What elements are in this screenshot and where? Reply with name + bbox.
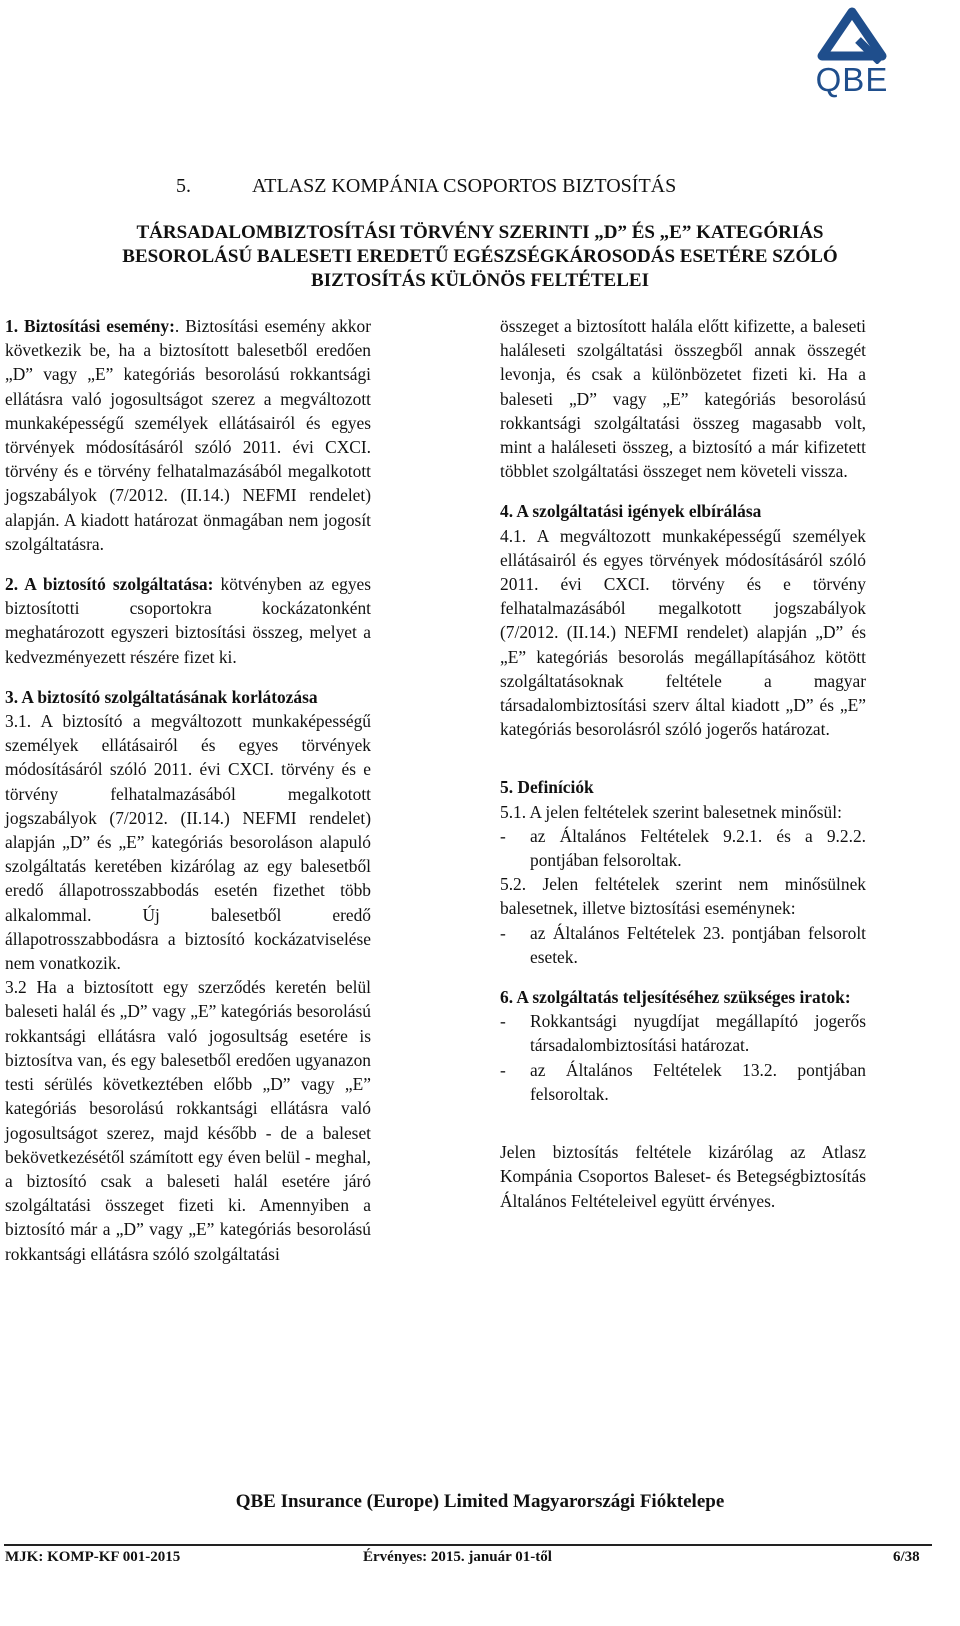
list-item-text: az Általános Feltételek 13.2. pontjában felsoroltak. [530,1059,866,1104]
list-item-text: az Általános Feltételek 23. pontjában felsorolt esetek. [530,922,866,967]
section-text: kötvényben az egyes biztosítotti csoportokra kockázatonként meghatározott egyszeri biztosítási összeg, melyet a kedvezményezett részére fizet ki. [5,574,372,667]
list-item [500,824,866,872]
document-subtitle [60,221,900,293]
footer-bar [0,1547,960,1569]
right-column [500,314,866,1213]
list-item-text: az Általános Feltételek 9.2.1. és a 9.2.2. pontjában felsoroltak. [530,825,866,871]
section-heading: 6. A szolgáltatás teljesítéséhez szükséges iratok: [500,987,851,1008]
closing-note: Jelen biztosítás feltétele kizárólag az Atlasz Kompánia Csoportos Baleset- és Betegségbiztosítás Általános Feltételeivel együtt érvényes. [500,1142,866,1211]
paragraph: összeget a biztosított halála előtt kifizette, a baleseti haláleseti szolgáltatási összegből annak összegét levonja, és csak a különbözetet fizeti ki. Ha a baleseti „D” vagy „E” kategóriás besorolású rokkantsági szolgáltatási összeg magasabb volt, mint a haláleseti összeg, a biztosító a már kifizetett többlet szolgáltatási összeget nem követeli vissza. [500,316,866,482]
paragraph: 3.1. A biztosító a megváltozott munkaképességű személyek ellátásairól és egyes törvények módosításáról szóló 2011. évi CXCI. törvény és e törvény felhatalmazásából megalkotott jogszabályok (7/2012. (II.14.) NEFMI rendelet) alapján „D” és „E” kategóriás besoroláson alapuló szolgáltatás keretében kizárólag az egy balesetből eredő állapotrosszabbodás esetén fizethet több alkalommal. Új balesetből eredő állapotrosszabbodásra a biztosító kockázatviselése nem vonatkozik. [5,711,371,974]
subtitle-line: BESOROLÁSÚ BALESETI EREDETŰ EGÉSZSÉGKÁROSODÁS ESETÉRE SZÓLÓ [122,246,838,267]
section-1 [5,314,371,556]
validity-date: Érvényes: 2015. január 01-től [363,1549,552,1565]
left-column [5,314,371,1266]
list-item [500,1058,866,1106]
dash-bullet: - [500,922,506,943]
list-item-text: Rokkantsági nyugdíjat megállapító jogerős társadalombiztosítási határozat. [530,1011,866,1056]
section-heading: 2. A biztosító szolgáltatása: [5,574,214,595]
footer-company: QBE Insurance (Europe) Limited Magyarországi Fióktelepe [235,1491,725,1512]
qbe-logo-icon [812,6,892,64]
title-text: ATLASZ KOMPÁNIA CSOPORTOS BIZTOSÍTÁS [252,175,677,197]
document-code: MJK: KOMP-KF 001-2015 [5,1549,181,1565]
section-2 [5,572,371,669]
footer-divider [4,1544,932,1546]
dash-bullet: - [500,1011,506,1032]
section-heading: 3. A biztosító szolgáltatásának korlátozása [5,686,318,707]
section-heading: 4. A szolgáltatási igények elbírálása [500,501,762,522]
section-heading: 5. Definíciók [500,777,594,798]
subtitle-line: TÁRSADALOMBIZTOSÍTÁSI TÖRVÉNY SZERINTI „D” ÉS „E” KATEGÓRIÁS [136,222,824,243]
list-item [500,921,866,969]
title-number: 5. [176,175,191,197]
logo-text: QBE [815,61,889,98]
paragraph: 4.1. A megváltozott munkaképességű személyek ellátásairól és egyes törvények módosításáról szóló 2011. évi CXCI. törvény és e törvény felhatalmazásából megalkotott jogszabályok (7/2012. (II.14.) NEFMI rendelet) alapján „D” és „E” kategóriás besorolás megállapításához kötött szolgáltatásoknak feltétele a magyar társadalombiztosítási szerv által kiadott „D” és „E” kategóriás besorolásról szóló jogerős határozat. [500,525,866,740]
section-text: . Biztosítási esemény akkor következik be, ha a biztosított balesetből eredően „D” vagy „E” kategóriás besorolású rokkantsági ellátásra való jogosultságot szerez a megváltozott munkaképességű személyek ellátásairól és egyes törvények módosításáról szóló 2011. évi CXCI. törvény és e törvény felhatalmazásából megalkotott jogszabályok (7/2012. (II.14.) NEFMI rendelet) alapján. A kiadott határozat önmagában nem jogosít szolgáltatásra. [5,316,371,554]
dash-bullet: - [500,1059,506,1080]
paragraph: 5.2. Jelen feltételek szerint nem minősülnek balesetnek, illetve biztosítási eseménynek: [500,874,866,919]
qbe-logo [812,6,892,98]
dash-bullet: - [500,825,506,846]
paragraph: 3.2 Ha a biztosított egy szerződés keretén belül baleseti halál és „D” vagy „E” kategóriás besorolású rokkantsági ellátásra való jogosultság esetére is biztosítva van, és egy balesetből eredően ugyanazon testi sérülés következtében előbb „D” vagy „E” kategóriás besorolású rokkantsági ellátásra való jogosultságot szerez, majd később - de a baleset bekövetkezésétől számított egy éven belül - meghal, a biztosító csak a baleseti halál esetére járó szolgáltatási összeget fizeti ki. Amennyiben a biztosító már a „D” vagy „E” kategóriás besorolású rokkantsági ellátásra szóló szolgáltatási [5,977,371,1264]
list-item [500,1009,866,1057]
subtitle-line: BIZTOSÍTÁS KÜLÖNÖS FELTÉTELEI [311,270,649,291]
section-heading: 1. Biztosítási esemény: [5,316,175,336]
paragraph: 5.1. A jelen feltételek szerint balesetnek minősül: [500,801,842,822]
page-number: 6/38 [893,1549,920,1565]
